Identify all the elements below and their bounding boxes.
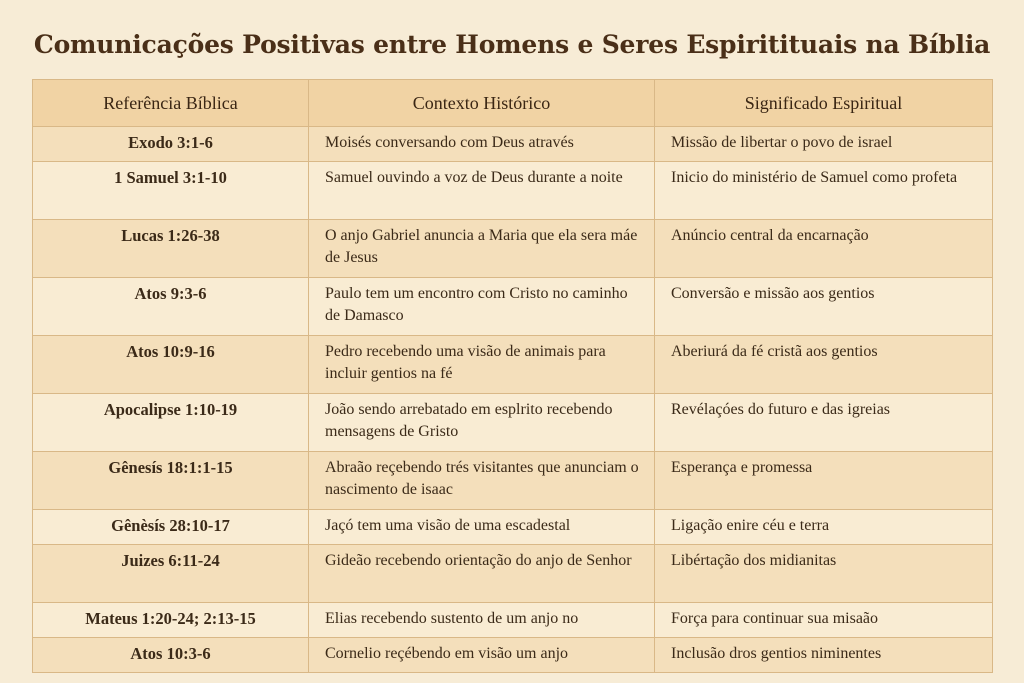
meaning-cell: Esperança e promessa — [655, 452, 993, 510]
table-row — [33, 638, 993, 673]
meaning-cell: Inicio do ministério de Samuel como profeta — [655, 162, 993, 220]
meaning-cell: Anúncio central da encarnação — [655, 220, 993, 278]
context-cell: Samuel ouvindo a voz de Deus durante a noite — [309, 162, 655, 220]
table-row — [33, 394, 993, 452]
table-header-row — [33, 80, 993, 127]
table-row — [33, 336, 993, 394]
meaning-cell: Conversão e missão aos gentios — [655, 278, 993, 336]
meaning-cell: Inclusão dros gentios niminentes — [655, 638, 993, 673]
reference-cell: Exodo 3:1-6 — [33, 127, 309, 162]
context-cell: Moisés conversando com Deus através — [309, 127, 655, 162]
reference-cell: Mateus 1:20-24; 2:13-15 — [33, 603, 309, 638]
table-row — [33, 603, 993, 638]
meaning-cell: Missão de libertar o povo de israel — [655, 127, 993, 162]
header-meaning: Significado Espiritual — [655, 80, 993, 127]
meaning-cell: Revélaçóes do futuro e das igreias — [655, 394, 993, 452]
context-cell: Jaçó tem uma visão de uma escadestal — [309, 510, 655, 545]
reference-cell: Apocalipse 1:10-19 — [33, 394, 309, 452]
meaning-cell: Libértação dos midianitas — [655, 545, 993, 603]
meaning-cell: Força para continuar sua misaão — [655, 603, 993, 638]
reference-cell: Lucas 1:26-38 — [33, 220, 309, 278]
reference-cell: Atos 9:3-6 — [33, 278, 309, 336]
table-row — [33, 162, 993, 220]
context-cell: Paulo tem um encontro com Cristo no caminho de Damasco — [309, 278, 655, 336]
context-cell: João sendo arrebatado em esplrito recebendo mensagens de Gristo — [309, 394, 655, 452]
context-cell: Elias recebendo sustento de um anjo no — [309, 603, 655, 638]
reference-cell: Gênesís 18:1:1-15 — [33, 452, 309, 510]
context-cell: O anjo Gabriel anuncia a Maria que ela sera máe de Jesus — [309, 220, 655, 278]
reference-cell: Gênèsís 28:10-17 — [33, 510, 309, 545]
meaning-cell: Aberiurá da fé cristã aos gentios — [655, 336, 993, 394]
header-context: Contexto Histórico — [309, 80, 655, 127]
table-row — [33, 545, 993, 603]
context-cell: Abraão reçebendo trés visitantes que anunciam o nascimento de isaac — [309, 452, 655, 510]
context-cell: Pedro recebendo uma visão de animais para incluir gentios na fé — [309, 336, 655, 394]
page-title: Comunicações Positivas entre Homens e Seres Espiritituais na Bíblia — [33, 30, 991, 59]
header-reference: Referência Bíblica — [33, 80, 309, 127]
bible-communications-table — [32, 79, 993, 673]
context-cell: Gideão recebendo orientação do anjo de Senhor — [309, 545, 655, 603]
table-row — [33, 452, 993, 510]
reference-cell: 1 Samuel 3:1-10 — [33, 162, 309, 220]
reference-cell: Juizes 6:11-24 — [33, 545, 309, 603]
reference-cell: Atos 10:3-6 — [33, 638, 309, 673]
table-row — [33, 220, 993, 278]
context-cell: Cornelio reçébendo em visão um anjo — [309, 638, 655, 673]
meaning-cell: Ligação enire céu e terra — [655, 510, 993, 545]
table-row — [33, 510, 993, 545]
reference-cell: Atos 10:9-16 — [33, 336, 309, 394]
table-row — [33, 127, 993, 162]
table-row — [33, 278, 993, 336]
